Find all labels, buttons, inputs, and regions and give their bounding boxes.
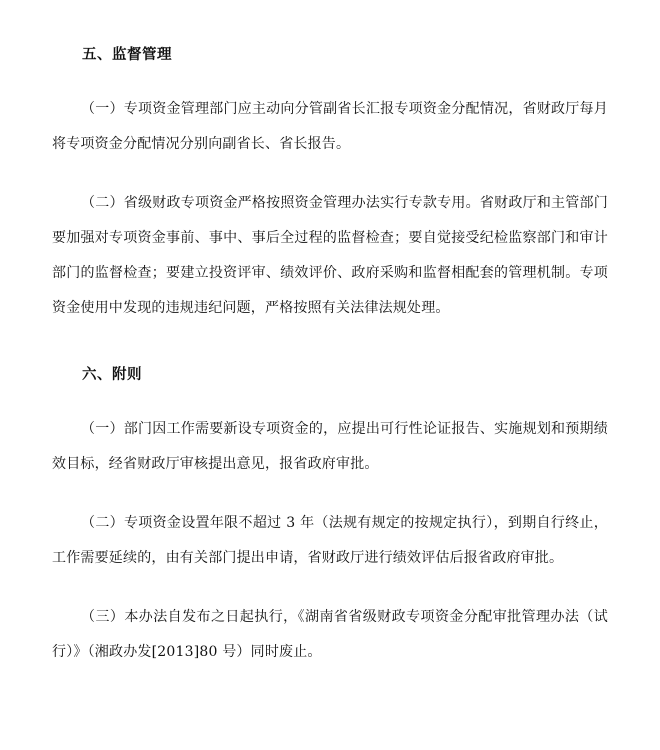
section-heading-supervision: 五、监督管理 bbox=[82, 47, 172, 63]
paragraph-supervision-1: （一）专项资金管理部门应主动向分管副省长汇报专项资金分配情况，省财政厅每月将专项资金分配情况分别向副省长、省长报告。 bbox=[52, 101, 608, 152]
paragraph-supplementary-1: （一）部门因工作需要新设专项资金的，应提出可行性论证报告、实施规划和预期绩效目标，经省财政厅审核提出意见，报省政府审批。 bbox=[52, 421, 608, 472]
paragraph-supplementary-2: （二）专项资金设置年限不超过 3 年（法规有规定的按规定执行），到期自行终止，工作需要延续的，由有关部门提出申请，省财政厅进行绩效评估后报省政府审批。 bbox=[52, 515, 608, 566]
paragraph-supplementary-3: （三）本办法自发布之日起执行，《湖南省省级财政专项资金分配审批管理办法（试行）》（湘政办发[2013]80 号）同时废止。 bbox=[52, 609, 608, 660]
section-heading-supplementary: 六、附则 bbox=[82, 367, 142, 383]
paragraph-supervision-2: （二）省级财政专项资金严格按照资金管理办法实行专款专用。省财政厅和主管部门要加强对专项资金事前、事中、事后全过程的监督检查；要自觉接受纪检监察部门和审计部门的监督检查；要建立投资评审、绩效评价、政府采购和监督相配套的管理机制。专项资金使用中发现的违规违纪问题，严格按照有关法律法规处理。 bbox=[52, 195, 608, 316]
